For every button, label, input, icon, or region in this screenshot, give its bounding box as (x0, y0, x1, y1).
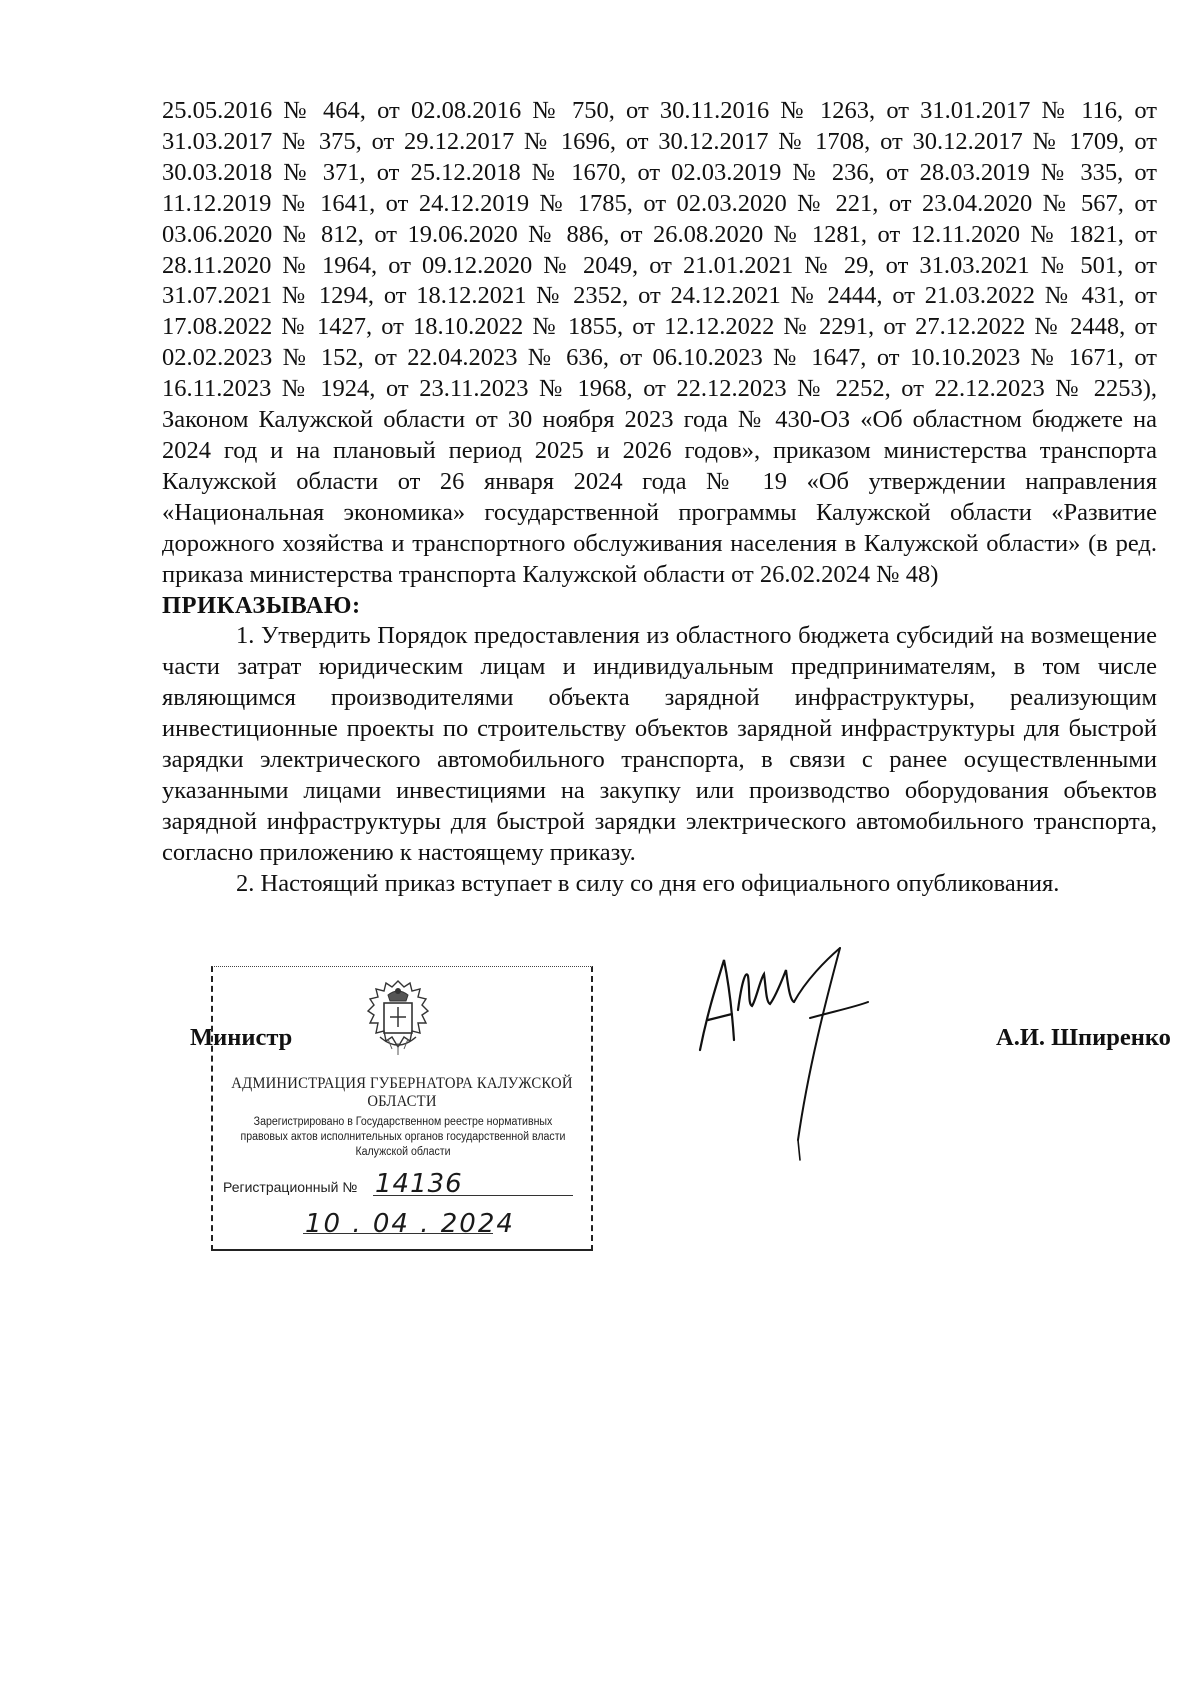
handwritten-signature-icon (690, 940, 900, 1170)
position-title: Министр (190, 1024, 293, 1051)
registration-stamp (211, 966, 593, 1251)
order-item-2: 2. Настоящий приказ вступает в силу со дня его официального опубликования. (236, 869, 1060, 897)
stamp-title: АДМИНИСТРАЦИЯ ГУБЕРНАТОРА КАЛУЖСКОЙ ОБЛАСТИ (231, 1075, 573, 1110)
stamp-reg-label: Регистрационный № (223, 1179, 358, 1195)
coat-of-arms-icon (358, 977, 438, 1061)
order-heading: ПРИКАЗЫВАЮ: (162, 591, 361, 619)
order-item-1: 1. Утвердить Порядок предоставления из областного бюджета субсидий на возмещение части затрат юридическим лицам и индивидуальным предпринимателям, в том числе являющимся производителями объекта зарядной инфраструктуры, реализующим инвестиционные проекты по строительству объектов зарядной инфраструктуры для быстрой зарядки электрического автомобильного транспорта, в связи с ранее осуществленными указанными лицами инвестициями на закупку или производство оборудования объектов зарядной инфраструктуры для быстрой зарядки электрического автомобильного транспорта, согласно приложению к настоящему приказу. (162, 622, 1157, 866)
stamp-date: 10 . 04 . 2024 (305, 1209, 515, 1239)
stamp-reg-number: 14136 (375, 1169, 463, 1199)
stamp-registration-note: Зарегистрировано в Государственном реестре нормативных правовых актов исполнительных органов государственной власти Калужской области (240, 1116, 566, 1158)
intro-paragraph: 25.05.2016 № 464, от 02.08.2016 № 750, от 30.11.2016 № 1263, от 31.01.2017 № 116, от 31.03.2017 № 375, от 29.12.2017 № 1696, от 30.12.2017 № 1708, от 30.12.2017 № 1709, от 30.03.2018 № 371, от 25.12.2018 № 1670, от 02.03.2019 № 236, от 28.03.2019 № 335, от 11.12.2019 № 1641, от 24.12.2019 № 1785, от 02.03.2020 № 221, от 23.04.2020 № 567, от 03.06.2020 № 812, от 19.06.2020 № 886, от 26.08.2020 № 1281, от 12.11.2020 № 1821, от 28.11.2020 № 1964, от 09.12.2020 № 2049, от 21.01.2021 № 29, от 31.03.2021 № 501, от 31.07.2021 № 1294, от 18.12.2021 № 2352, от 24.12.2021 № 2444, от 21.03.2022 № 431, от 17.08.2022 № 1427, от 18.10.2022 № 1855, от 12.12.2022 № 2291, от 27.12.2022 № 2448, от 02.02.2023 № 152, от 22.04.2023 № 636, от 06.10.2023 № 1647, от 10.10.2023 № 1671, от 16.11.2023 № 1924, от 23.11.2023 № 1968, от 22.12.2023 № 2252, от 22.12.2023 № 2253), Законом Калужской области от 30 ноября 2023 года № 430-ОЗ «Об областном бюджете на 2024 год и на плановый период 2025 и 2026 годов», приказом министерства транспорта Калужской области от 26 января 2024 года № 19 «Об утверждении направления «Национальная экономика» государственной программы Калужской области «Развитие дорожного хозяйства и транспортного обслуживания населения в Калужской области» (в ред. приказа министерства транспорта Калужской области от 26.02.2024 № 48) (162, 97, 1157, 588)
signer-name: А.И. Шпиренко (996, 1024, 1171, 1051)
document-body (162, 96, 1157, 900)
